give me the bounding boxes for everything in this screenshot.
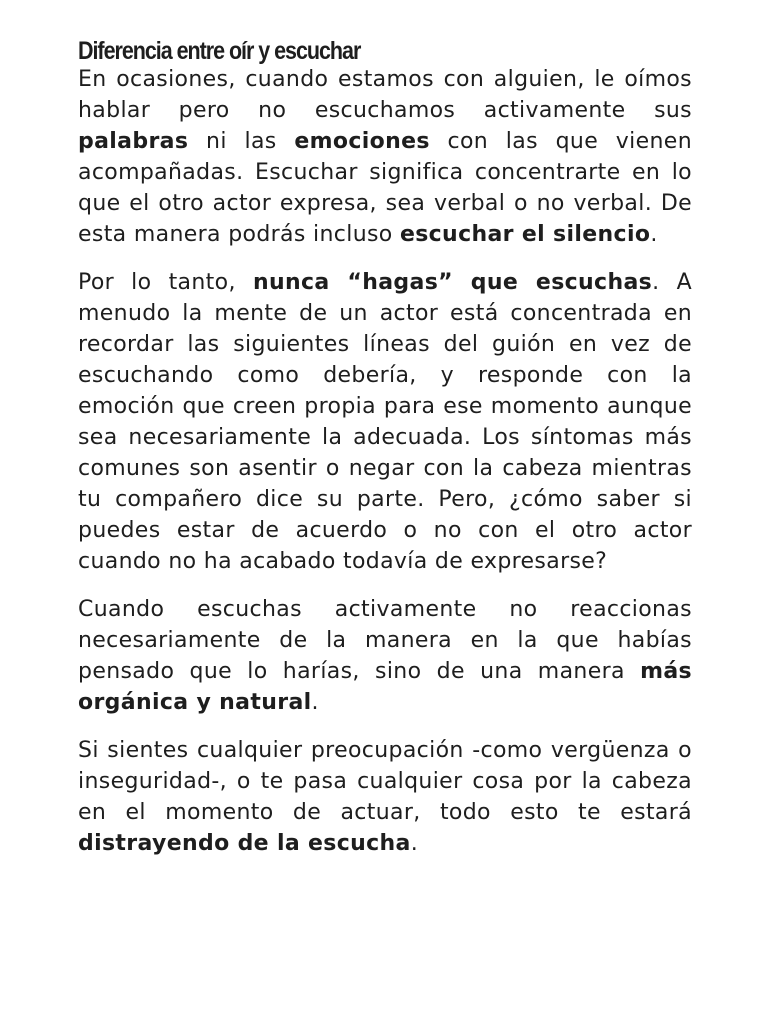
p3-text-2: . bbox=[311, 690, 319, 715]
p4-text-1: Si sientes cualquier preocupación -como vergüenza o inseguridad-, o te pasa cualquier cosa por la cabeza en el momento de actuar, todo esto te estará bbox=[78, 738, 692, 825]
p3-text-1: Cuando escuchas activamente no reaccionas necesariamente de la manera en la que habías pensado que lo harías, sino de una manera bbox=[78, 597, 692, 684]
article-title: Diferencia entre oír y escuchar bbox=[78, 37, 361, 65]
paragraph-2 bbox=[78, 267, 692, 577]
p1-bold-3: escuchar el silencio bbox=[399, 222, 651, 247]
p4-bold-1: distrayendo de la escucha bbox=[78, 831, 411, 856]
article bbox=[78, 36, 692, 876]
p1-text-4: . bbox=[650, 222, 658, 247]
p2-text-2: . A menudo la mente de un actor está concentrada en recordar las siguientes líneas del guión en vez de escuchando como debería, y responde con la emoción que creen propia para ese momento aunque sea necesariamente la adecuada. Los síntomas más comunes son asentir o negar con la cabeza mientras tu compañero dice su parte. Pero, ¿cómo saber si puedes estar de acuerdo o no con el otro actor cuando no ha acabado todavía de expresarse? bbox=[78, 270, 692, 574]
paragraph-4 bbox=[78, 735, 692, 859]
p2-text-1: Por lo tanto, bbox=[78, 270, 253, 295]
p4-text-2: . bbox=[410, 831, 419, 856]
p1-text-1: En ocasiones, cuando estamos con alguien, le oímos hablar pero no escuchamos activamente sus bbox=[78, 67, 692, 123]
p3-bold-1: más orgánica y natural bbox=[78, 659, 692, 715]
p1-text-2: ni las bbox=[188, 129, 295, 154]
p2-bold-1: nunca “hagas” que escuchas bbox=[252, 270, 653, 295]
paragraph-1 bbox=[78, 64, 692, 250]
paragraph-3 bbox=[78, 594, 692, 718]
p1-bold-2: emociones bbox=[294, 129, 430, 154]
p1-bold-1: palabras bbox=[78, 129, 189, 154]
p1-text-3: con las que vienen acompañadas. Escuchar significa concentrarte en lo que el otro actor expresa, sea verbal o no verbal. De esta manera podrás incluso bbox=[78, 129, 692, 247]
